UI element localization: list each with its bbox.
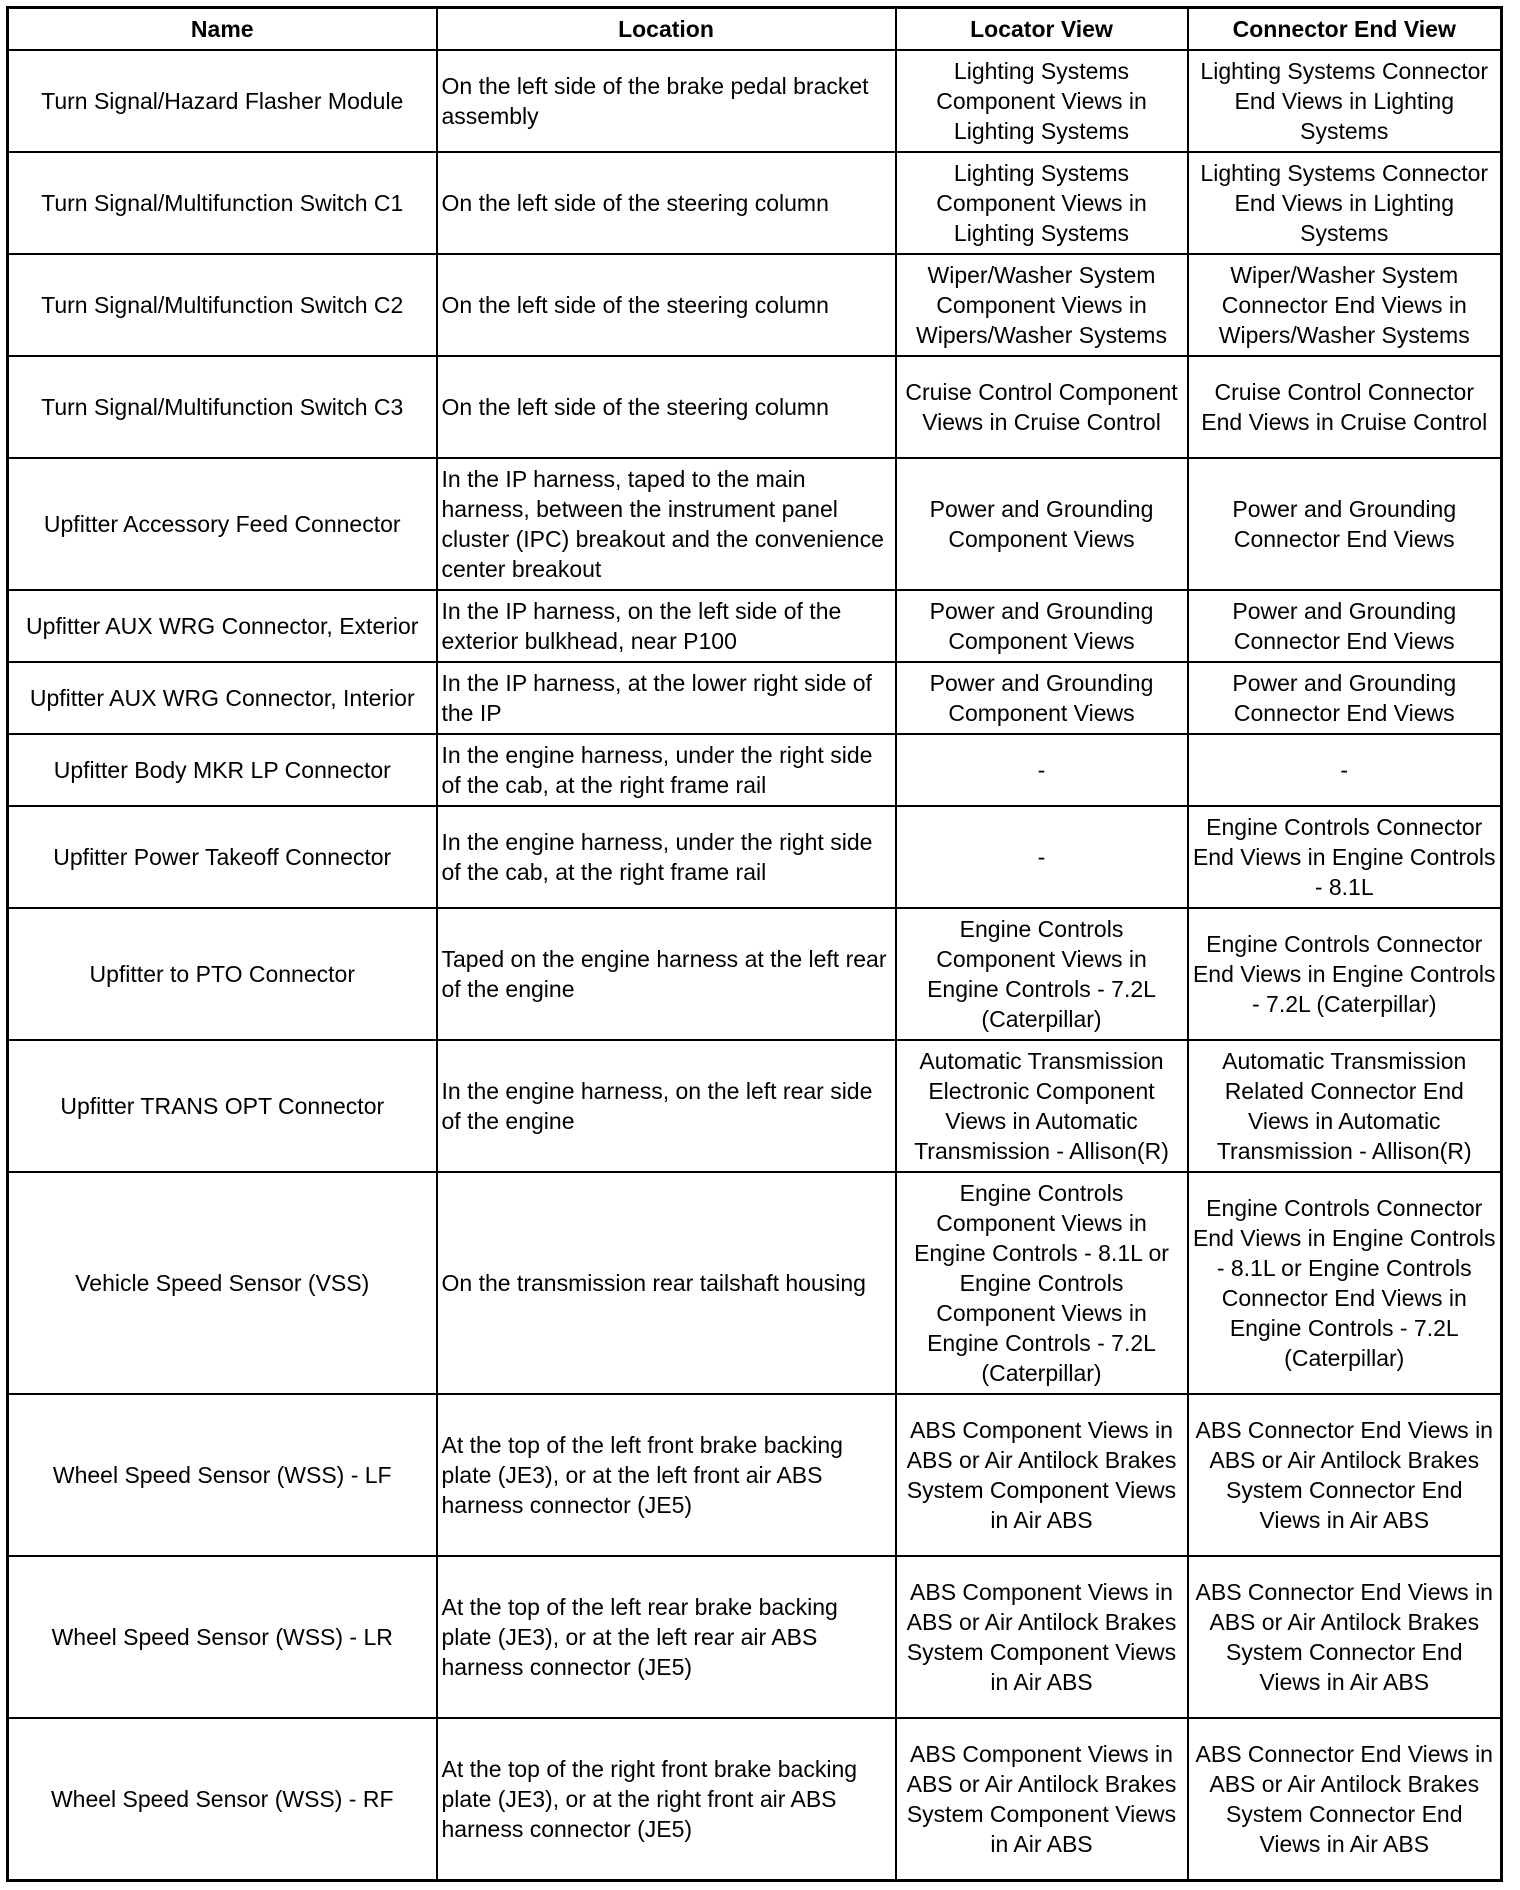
- cell-locator-view: Engine Controls Component Views in Engine Controls - 7.2L (Caterpillar): [896, 908, 1188, 1040]
- cell-locator-view: -: [896, 806, 1188, 908]
- cell-name: Turn Signal/Multifunction Switch C2: [8, 254, 437, 356]
- cell-location: In the IP harness, at the lower right side of the IP: [437, 662, 896, 734]
- header-location: Location: [437, 8, 896, 51]
- table-row: [8, 254, 1502, 356]
- cell-locator-view: ABS Component Views in ABS or Air Antilock Brakes System Component Views in Air ABS: [896, 1394, 1188, 1556]
- cell-name: Wheel Speed Sensor (WSS) - RF: [8, 1718, 437, 1880]
- table-row: [8, 1172, 1502, 1394]
- cell-connector-end-view: Power and Grounding Connector End Views: [1188, 590, 1502, 662]
- table-row: [8, 1394, 1502, 1556]
- table-row: [8, 734, 1502, 806]
- cell-location: In the engine harness, under the right side of the cab, at the right frame rail: [437, 806, 896, 908]
- cell-name: Wheel Speed Sensor (WSS) - LF: [8, 1394, 437, 1556]
- cell-connector-end-view: ABS Connector End Views in ABS or Air Antilock Brakes System Connector End Views in Air ABS: [1188, 1394, 1502, 1556]
- cell-connector-end-view: Lighting Systems Connector End Views in Lighting Systems: [1188, 50, 1502, 152]
- cell-name: Turn Signal/Hazard Flasher Module: [8, 50, 437, 152]
- cell-location: At the top of the right front brake backing plate (JE3), or at the right front air ABS harness connector (JE5): [437, 1718, 896, 1880]
- cell-name: Upfitter AUX WRG Connector, Interior: [8, 662, 437, 734]
- cell-name: Turn Signal/Multifunction Switch C1: [8, 152, 437, 254]
- cell-connector-end-view: -: [1188, 734, 1502, 806]
- component-locator-table: [6, 6, 1503, 1882]
- table-row: [8, 806, 1502, 908]
- cell-location: On the left side of the brake pedal bracket assembly: [437, 50, 896, 152]
- cell-connector-end-view: ABS Connector End Views in ABS or Air Antilock Brakes System Connector End Views in Air ABS: [1188, 1556, 1502, 1718]
- header-row: [8, 8, 1502, 51]
- table-row: [8, 908, 1502, 1040]
- cell-location: In the IP harness, taped to the main harness, between the instrument panel cluster (IPC) breakout and the convenience center breakout: [437, 458, 896, 590]
- cell-locator-view: Automatic Transmission Electronic Component Views in Automatic Transmission - Allison(R): [896, 1040, 1188, 1172]
- cell-connector-end-view: Cruise Control Connector End Views in Cruise Control: [1188, 356, 1502, 458]
- table-row: [8, 152, 1502, 254]
- header-name: Name: [8, 8, 437, 51]
- table-row: [8, 50, 1502, 152]
- cell-locator-view: Power and Grounding Component Views: [896, 458, 1188, 590]
- cell-locator-view: Lighting Systems Component Views in Lighting Systems: [896, 50, 1188, 152]
- cell-connector-end-view: Power and Grounding Connector End Views: [1188, 458, 1502, 590]
- table-row: [8, 590, 1502, 662]
- cell-connector-end-view: Automatic Transmission Related Connector End Views in Automatic Transmission - Allison(R): [1188, 1040, 1502, 1172]
- cell-locator-view: Power and Grounding Component Views: [896, 590, 1188, 662]
- cell-location: At the top of the left rear brake backing plate (JE3), or at the left rear air ABS harness connector (JE5): [437, 1556, 896, 1718]
- cell-name: Vehicle Speed Sensor (VSS): [8, 1172, 437, 1394]
- cell-name: Wheel Speed Sensor (WSS) - LR: [8, 1556, 437, 1718]
- cell-location: In the IP harness, on the left side of the exterior bulkhead, near P100: [437, 590, 896, 662]
- table-row: [8, 356, 1502, 458]
- cell-location: In the engine harness, on the left rear side of the engine: [437, 1040, 896, 1172]
- cell-locator-view: Cruise Control Component Views in Cruise Control: [896, 356, 1188, 458]
- cell-locator-view: Lighting Systems Component Views in Lighting Systems: [896, 152, 1188, 254]
- cell-connector-end-view: Wiper/Washer System Connector End Views in Wipers/Washer Systems: [1188, 254, 1502, 356]
- cell-location: At the top of the left front brake backing plate (JE3), or at the left front air ABS harness connector (JE5): [437, 1394, 896, 1556]
- cell-name: Upfitter Power Takeoff Connector: [8, 806, 437, 908]
- cell-locator-view: -: [896, 734, 1188, 806]
- cell-location: In the engine harness, under the right side of the cab, at the right frame rail: [437, 734, 896, 806]
- cell-location: Taped on the engine harness at the left rear of the engine: [437, 908, 896, 1040]
- cell-name: Upfitter AUX WRG Connector, Exterior: [8, 590, 437, 662]
- cell-connector-end-view: Power and Grounding Connector End Views: [1188, 662, 1502, 734]
- cell-name: Turn Signal/Multifunction Switch C3: [8, 356, 437, 458]
- cell-locator-view: Wiper/Washer System Component Views in Wipers/Washer Systems: [896, 254, 1188, 356]
- cell-connector-end-view: Engine Controls Connector End Views in Engine Controls - 7.2L (Caterpillar): [1188, 908, 1502, 1040]
- cell-name: Upfitter Accessory Feed Connector: [8, 458, 437, 590]
- cell-name: Upfitter TRANS OPT Connector: [8, 1040, 437, 1172]
- table-row: [8, 458, 1502, 590]
- table-row: [8, 662, 1502, 734]
- cell-name: Upfitter to PTO Connector: [8, 908, 437, 1040]
- cell-locator-view: Engine Controls Component Views in Engine Controls - 8.1L or Engine Controls Component Views in Engine Controls - 7.2L (Caterpillar): [896, 1172, 1188, 1394]
- table-row: [8, 1556, 1502, 1718]
- cell-location: On the left side of the steering column: [437, 254, 896, 356]
- header-locator-view: Locator View: [896, 8, 1188, 51]
- cell-connector-end-view: ABS Connector End Views in ABS or Air Antilock Brakes System Connector End Views in Air ABS: [1188, 1718, 1502, 1880]
- cell-locator-view: Power and Grounding Component Views: [896, 662, 1188, 734]
- cell-location: On the left side of the steering column: [437, 356, 896, 458]
- cell-connector-end-view: Lighting Systems Connector End Views in Lighting Systems: [1188, 152, 1502, 254]
- header-connector-end-view: Connector End View: [1188, 8, 1502, 51]
- cell-connector-end-view: Engine Controls Connector End Views in Engine Controls - 8.1L or Engine Controls Connector End Views in Engine Controls - 7.2L (Caterpillar): [1188, 1172, 1502, 1394]
- cell-name: Upfitter Body MKR LP Connector: [8, 734, 437, 806]
- cell-locator-view: ABS Component Views in ABS or Air Antilock Brakes System Component Views in Air ABS: [896, 1718, 1188, 1880]
- table-row: [8, 1718, 1502, 1880]
- cell-connector-end-view: Engine Controls Connector End Views in Engine Controls - 8.1L: [1188, 806, 1502, 908]
- cell-location: On the transmission rear tailshaft housing: [437, 1172, 896, 1394]
- table-row: [8, 1040, 1502, 1172]
- cell-locator-view: ABS Component Views in ABS or Air Antilock Brakes System Component Views in Air ABS: [896, 1556, 1188, 1718]
- cell-location: On the left side of the steering column: [437, 152, 896, 254]
